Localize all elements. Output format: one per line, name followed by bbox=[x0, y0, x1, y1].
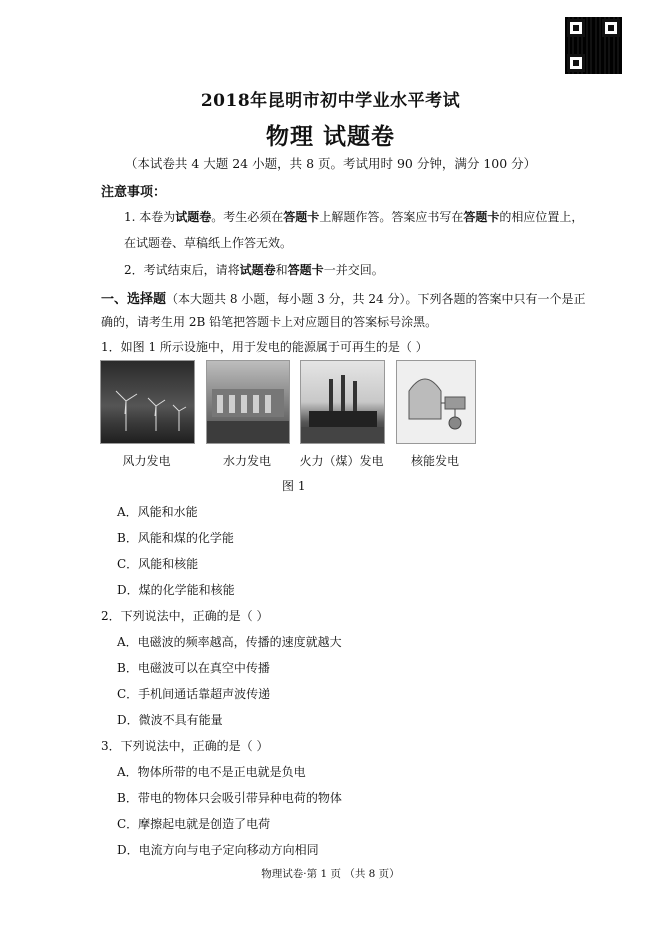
notice-text: 。考生必须在 bbox=[211, 210, 284, 224]
section-desc: （本大题共 8 小题，每小题 3 分，共 24 分）。下列各题的答案中只有一个是正 bbox=[166, 292, 586, 306]
notice-text: 一并交回。 bbox=[323, 263, 384, 277]
q2-option-b: B．电磁波可以在真空中传播 bbox=[117, 661, 270, 675]
qr-finder-top-right bbox=[602, 19, 620, 37]
q2-option-c: C．手机间通话靠超声波传递 bbox=[117, 687, 271, 701]
qr-finder-top-left bbox=[567, 19, 585, 37]
hydro-power-photo bbox=[206, 360, 290, 444]
qr-finder-bottom-left bbox=[567, 54, 585, 72]
q1-option-d: D．煤的化学能和核能 bbox=[117, 583, 235, 597]
qr-code bbox=[565, 17, 622, 74]
notice-text: 上解题作答。答案应书写在 bbox=[319, 210, 464, 224]
notice-bold: 试题卷 bbox=[175, 210, 212, 224]
question-3-stem: 3．下列说法中，正确的是（ ） bbox=[101, 739, 269, 753]
notice-bold: 答题卡 bbox=[283, 210, 320, 224]
question-1-stem: 1．如图 1 所示设施中，用于发电的能源属于可再生的是（ ） bbox=[101, 340, 428, 354]
section-heading: 一、选择题 bbox=[101, 292, 167, 307]
q1-option-a: A．风能和水能 bbox=[117, 505, 198, 519]
notice-heading: 注意事项： bbox=[101, 185, 167, 200]
exam-title: 2018年昆明市初中学业水平考试 bbox=[200, 91, 461, 111]
paper-subject: 物理 试题卷 bbox=[265, 123, 395, 150]
q3-option-a: A．物体所带的电不是正电就是负电 bbox=[117, 765, 306, 779]
notice-item-2 bbox=[124, 261, 384, 278]
notice-text: 的相应位置上， bbox=[499, 210, 584, 224]
section-1-line2: 确的，请考生用 2B 铅笔把答题卡上对应题目的答案标号涂黑。 bbox=[101, 315, 438, 329]
notice-bold: 答题卡 bbox=[463, 210, 500, 224]
notice-item-1-line2: 在试题卷、草稿纸上作答无效。 bbox=[124, 236, 293, 250]
q2-option-d: D．微波不具有能量 bbox=[117, 713, 223, 727]
page-footer: 物理试卷·第 1 页 （共 8 页） bbox=[261, 868, 400, 880]
q1-option-b: B．风能和煤的化学能 bbox=[117, 531, 234, 545]
notice-bold: 试题卷 bbox=[239, 263, 276, 277]
figure-label: 图 1 bbox=[282, 479, 306, 493]
notice-bold: 答题卡 bbox=[287, 263, 324, 277]
section-1-line1 bbox=[101, 288, 585, 307]
q1-option-c: C．风能和核能 bbox=[117, 557, 199, 571]
exam-info: （本试卷共 4 大题 24 小题，共 8 页。考试用时 90 分钟，满分 100 分） bbox=[124, 156, 537, 171]
nuclear-power-photo bbox=[396, 360, 476, 444]
question-2-stem: 2．下列说法中，正确的是（ ） bbox=[101, 609, 269, 623]
thermal-power-photo bbox=[300, 360, 385, 444]
caption-nuclear: 核能发电 bbox=[410, 454, 459, 468]
q2-option-a: A．电磁波的频率越高，传播的速度就越大 bbox=[117, 635, 342, 649]
caption-thermal: 火力（煤）发电 bbox=[299, 454, 384, 468]
q3-option-b: B．带电的物体只会吸引带异种电荷的物体 bbox=[117, 791, 342, 805]
notice-item-1 bbox=[124, 208, 583, 225]
wind-power-photo bbox=[100, 360, 195, 444]
notice-text: 2．考试结束后，请将 bbox=[124, 263, 240, 277]
q3-option-d: D．电流方向与电子定向移动方向相同 bbox=[117, 843, 319, 857]
caption-hydro: 水力发电 bbox=[222, 454, 271, 468]
notice-text: 和 bbox=[275, 263, 288, 277]
notice-text: 1. 本卷为 bbox=[124, 210, 176, 224]
caption-wind: 风力发电 bbox=[122, 454, 171, 468]
q3-option-c: C．摩擦起电就是创造了电荷 bbox=[117, 817, 271, 831]
